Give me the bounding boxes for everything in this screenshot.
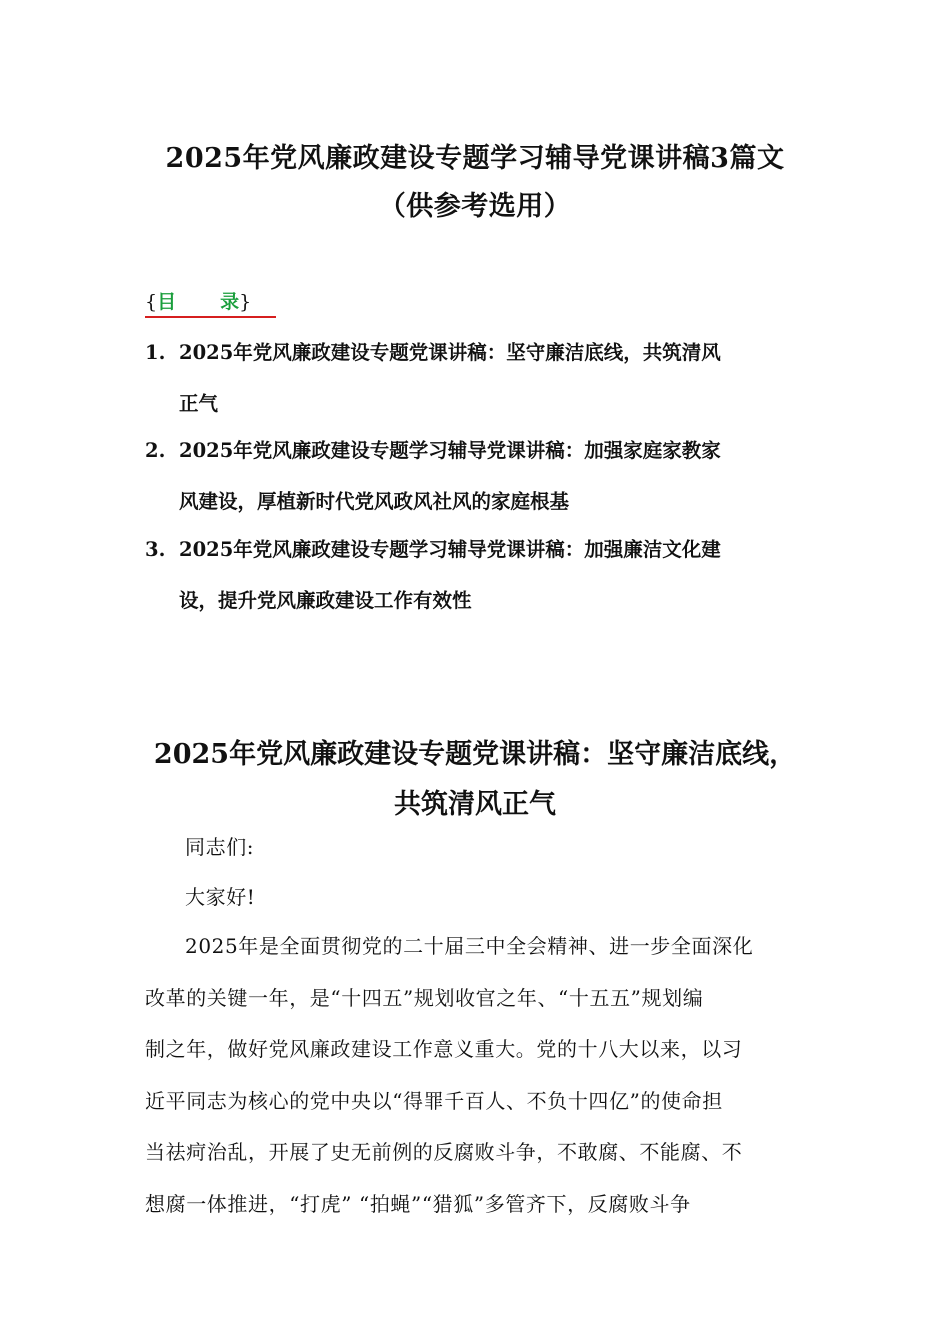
greeting-comrades: 同志们: (185, 835, 255, 859)
section-title-line2: 共筑清风正气 (394, 789, 556, 820)
section-title-line1: 2025年党风廉政建设专题党课讲稿：坚守廉洁底线， (153, 739, 797, 770)
body-line: 改革的关键一年，是“十四五”规划收官之年、“十五五”规划编 (145, 985, 704, 1010)
toc-item-text: 2025年党风廉政建设专题党课讲稿：坚守廉洁底线，共筑清风 (179, 341, 721, 364)
toc-item-text-cont: 风建设，厚植新时代党风政风社风的家庭根基 (179, 490, 570, 513)
body-line: 2025年是全面贯彻党的二十届三中全会精神、进一步全面深化 (185, 934, 754, 958)
body-line: 制之年，做好党风廉政建设工作意义重大。党的十八大以来，以习 (145, 1037, 743, 1061)
toc-label-lu: 录 (220, 291, 240, 313)
toc-item-3[interactable] (145, 524, 795, 626)
toc-heading (145, 287, 276, 318)
toc-item-text: 2025年党风廉政建设专题学习辅导党课讲稿：加强家庭家教家 (179, 439, 721, 462)
toc-brace-close: } (239, 291, 252, 313)
document-title-line2: （供参考选用） (378, 191, 572, 222)
toc-item-number: 2. (145, 439, 166, 462)
toc-item-number: 1. (145, 341, 166, 364)
toc-item-text-cont: 设，提升党风廉政建设工作有效性 (179, 589, 472, 612)
toc-item-2[interactable] (145, 425, 795, 527)
toc-brace-open: { (145, 291, 158, 313)
document-title-line1: 2025年党风廉政建设专题学习辅导党课讲稿3篇文 (165, 143, 785, 174)
toc-item-text: 2025年党风廉政建设专题学习辅导党课讲稿：加强廉洁文化建 (179, 538, 721, 561)
body-line: 当祛疴治乱，开展了史无前例的反腐败斗争，不敢腐、不能腐、不 (145, 1140, 743, 1164)
toc-label-mu: 目 (157, 291, 177, 313)
toc-item-number: 3. (145, 538, 166, 561)
body-line: 近平同志为核心的党中央以“得罪千百人、不负十四亿”的使命担 (145, 1088, 723, 1113)
toc-item-1[interactable] (145, 327, 795, 429)
toc-item-text-cont: 正气 (179, 392, 219, 415)
body-paragraph (145, 921, 807, 1230)
body-line: 想腐一体推进，“打虎” “拍蝇”“猎狐”多管齐下，反腐败斗争 (145, 1191, 691, 1216)
greeting-hello: 大家好! (185, 885, 256, 909)
